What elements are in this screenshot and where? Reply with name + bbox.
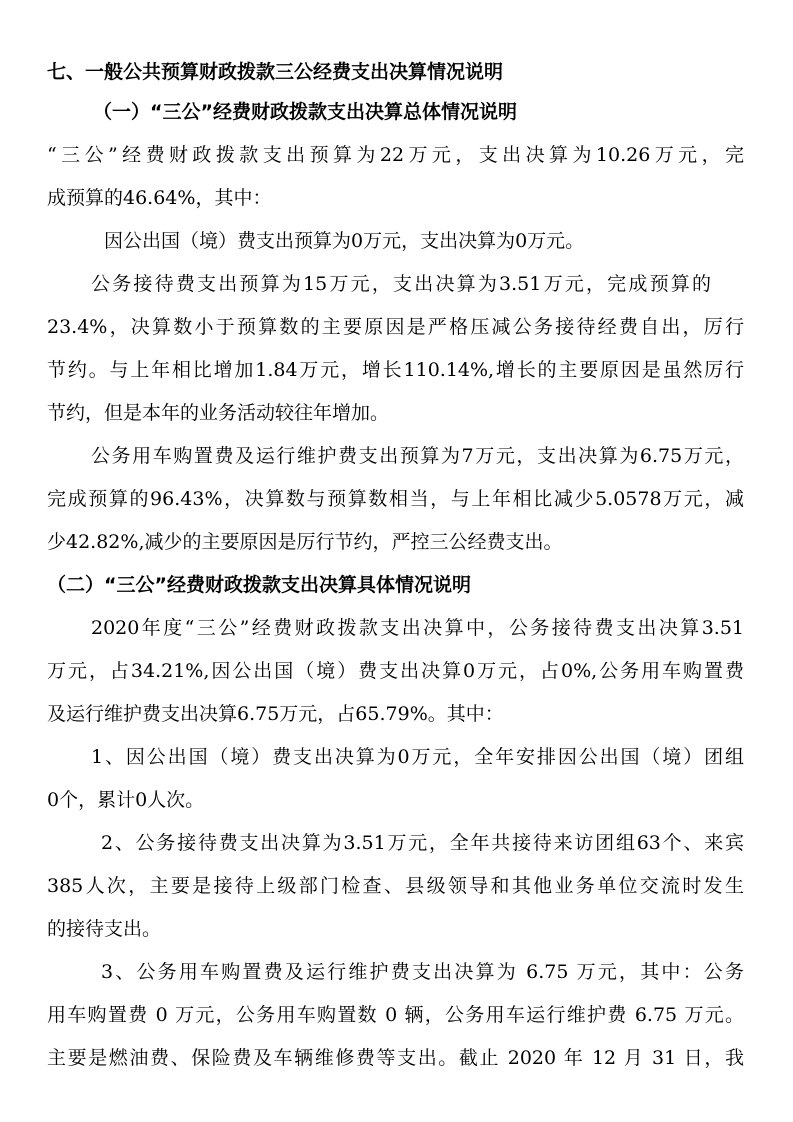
s2-item-3-line-1: 3、公务用车购置费及运行维护费支出决算为 6.75 万元，其中：公务: [101, 961, 744, 983]
s2-item-3-line-2: 用车购置费 0 万元，公务用车购置数 0 辆，公务用车运行维护费 6.75 万元。: [47, 1004, 744, 1026]
s2-overview-line-3: 及运行维护费支出决算6.75万元，占65.79%。其中：: [47, 703, 504, 725]
s1-reception-line-4: 节约，但是本年的业务活动较往年增加。: [47, 402, 390, 424]
s1-vehicle-line-2: 完成预算的96.43%，决算数与预算数相当，与上年相比减少5.0578万元，减: [47, 488, 744, 510]
s2-overview-line-2: 万元，占34.21%,因公出国（境）费支出决算0万元，占0%,公务用车购置费: [47, 660, 744, 682]
s2-item-1-line-2: 0个，累计0人次。: [47, 789, 205, 811]
s1-reception-line-2: 23.4%，决算数小于预算数的主要原因是严格压减公务接待经费自出，厉行: [47, 316, 744, 338]
s2-overview-line-1: 2020年度“三公”经费财政拨款支出决算中，公务接待费支出决算3.51: [91, 617, 744, 639]
s1-abroad-line-1: 因公出国（境）费支出预算为0万元，支出决算为0万元。: [104, 230, 585, 252]
s2-item-2-line-2: 385人次，主要是接待上级部门检查、县级领导和其他业务单位交流时发生: [47, 875, 744, 897]
s2-item-2-line-1: 2、公务接待费支出决算为3.51万元，全年共接待来访团组63个、来宾: [101, 832, 744, 854]
section-2-heading: （二）“三公”经费财政拨款支出决算具体情况说明: [47, 574, 471, 596]
main-heading: 七、一般公共预算财政拨款三公经费支出决算情况说明: [47, 61, 504, 83]
s1-reception-line-1: 公务接待费支出预算为15万元，支出决算为3.51万元，完成预算的: [91, 273, 711, 295]
s1-vehicle-line-3: 少42.82%,减少的主要原因是厉行节约，严控三公经费支出。: [47, 531, 563, 553]
s2-item-3-line-3: 主要是燃油费、保险费及车辆维修费等支出。截止 2020 年 12 月 31 日，我: [47, 1047, 744, 1069]
s2-item-1-line-1: 1、因公出国（境）费支出决算为0万元，全年安排因公出国（境）团组: [91, 746, 744, 768]
s1-overview-line-2: 成预算的46.64%，其中：: [47, 187, 272, 209]
section-1-heading: （一）“三公”经费财政拨款支出决算总体情况说明: [93, 101, 517, 123]
s2-item-2-line-3: 的接待支出。: [47, 918, 162, 940]
s1-vehicle-line-1: 公务用车购置费及运行维护费支出预算为7万元，支出决算为6.75万元，: [91, 445, 744, 467]
s1-overview-line-1: “三公”经费财政拨款支出预算为22万元，支出决算为10.26万元，完: [47, 144, 744, 166]
s1-reception-line-3: 节约。与上年相比增加1.84万元，增长110.14%,增长的主要原因是虽然厉行: [47, 359, 744, 381]
